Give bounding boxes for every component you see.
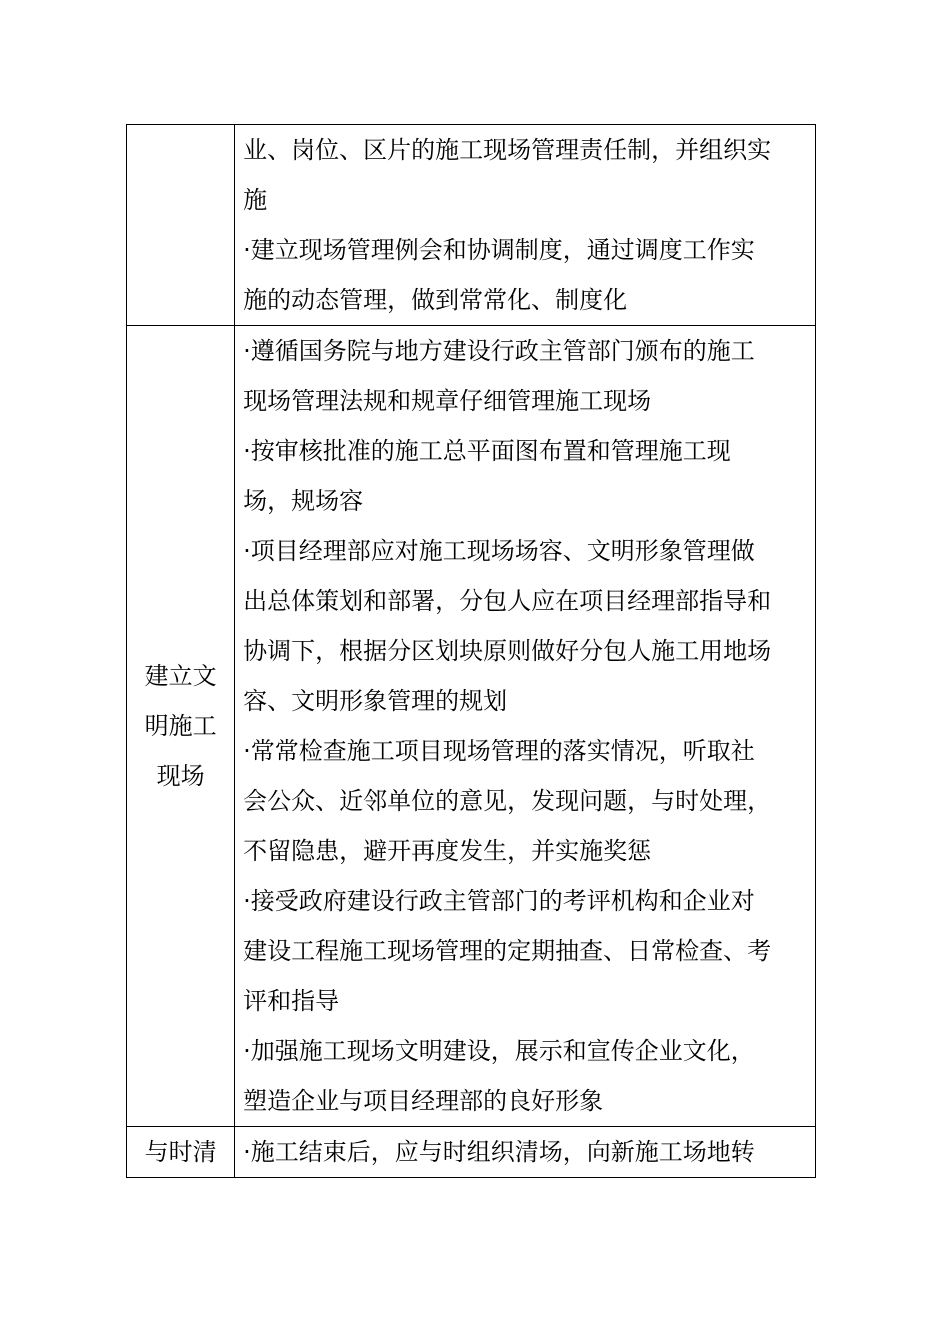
content-line: ·项目经理部应对施工现场场容、文明形象管理做	[243, 537, 755, 565]
content-line: ·接受政府建设行政主管部门的考评机构和企业对	[243, 887, 755, 915]
row-label: 建立文明施工现场	[144, 662, 217, 790]
content-line: 现场管理法规和规章仔细管理施工现场	[243, 387, 652, 415]
content-line: 业、岗位、区片的施工现场管理责任制，并组织实	[243, 136, 772, 164]
row-content-cell	[235, 326, 816, 1127]
content-line: 会公众、近邻单位的意见，发现问题，与时处理，	[243, 787, 772, 815]
row-content-cell	[235, 125, 816, 326]
content-line: ·遵循国务院与地方建设行政主管部门颁布的施工	[243, 337, 755, 365]
content-line: 评和指导	[243, 987, 340, 1015]
content-line: ·常常检查施工项目现场管理的落实情况，听取社	[243, 737, 755, 765]
table-row	[127, 1127, 816, 1178]
content-line: ·施工结束后，应与时组织清场，向新施工场地转	[243, 1138, 755, 1166]
document-table	[126, 124, 816, 1178]
row-content-cell	[235, 1127, 816, 1178]
row-label-cell	[127, 326, 235, 1127]
content-line: 建设工程施工现场管理的定期抽查、日常检查、考	[243, 937, 772, 965]
content-line: 协调下，根据分区划块原则做好分包人施工用地场	[243, 637, 772, 665]
content-line: 施	[243, 186, 268, 214]
content-line: 容、文明形象管理的规划	[243, 687, 508, 715]
content-line: 施的动态管理，做到常常化、制度化	[243, 286, 628, 314]
table-row	[127, 125, 816, 326]
content-line: 出总体策划和部署，分包人应在项目经理部指导和	[243, 587, 772, 615]
row-label: 与时清	[144, 1138, 217, 1166]
content-line: ·按审核批准的施工总平面图布置和管理施工现	[243, 437, 731, 465]
content-line: ·加强施工现场文明建设，展示和宣传企业文化，	[243, 1037, 755, 1065]
content-line: 塑造企业与项目经理部的良好形象	[243, 1087, 604, 1115]
content-line: 不留隐患，避开再度发生，并实施奖惩	[243, 837, 652, 865]
table-row	[127, 326, 816, 1127]
content-line: ·建立现场管理例会和协调制度，通过调度工作实	[243, 236, 755, 264]
content-line: 场，规场容	[243, 487, 364, 515]
row-label-cell	[127, 125, 235, 326]
row-label-cell	[127, 1127, 235, 1178]
